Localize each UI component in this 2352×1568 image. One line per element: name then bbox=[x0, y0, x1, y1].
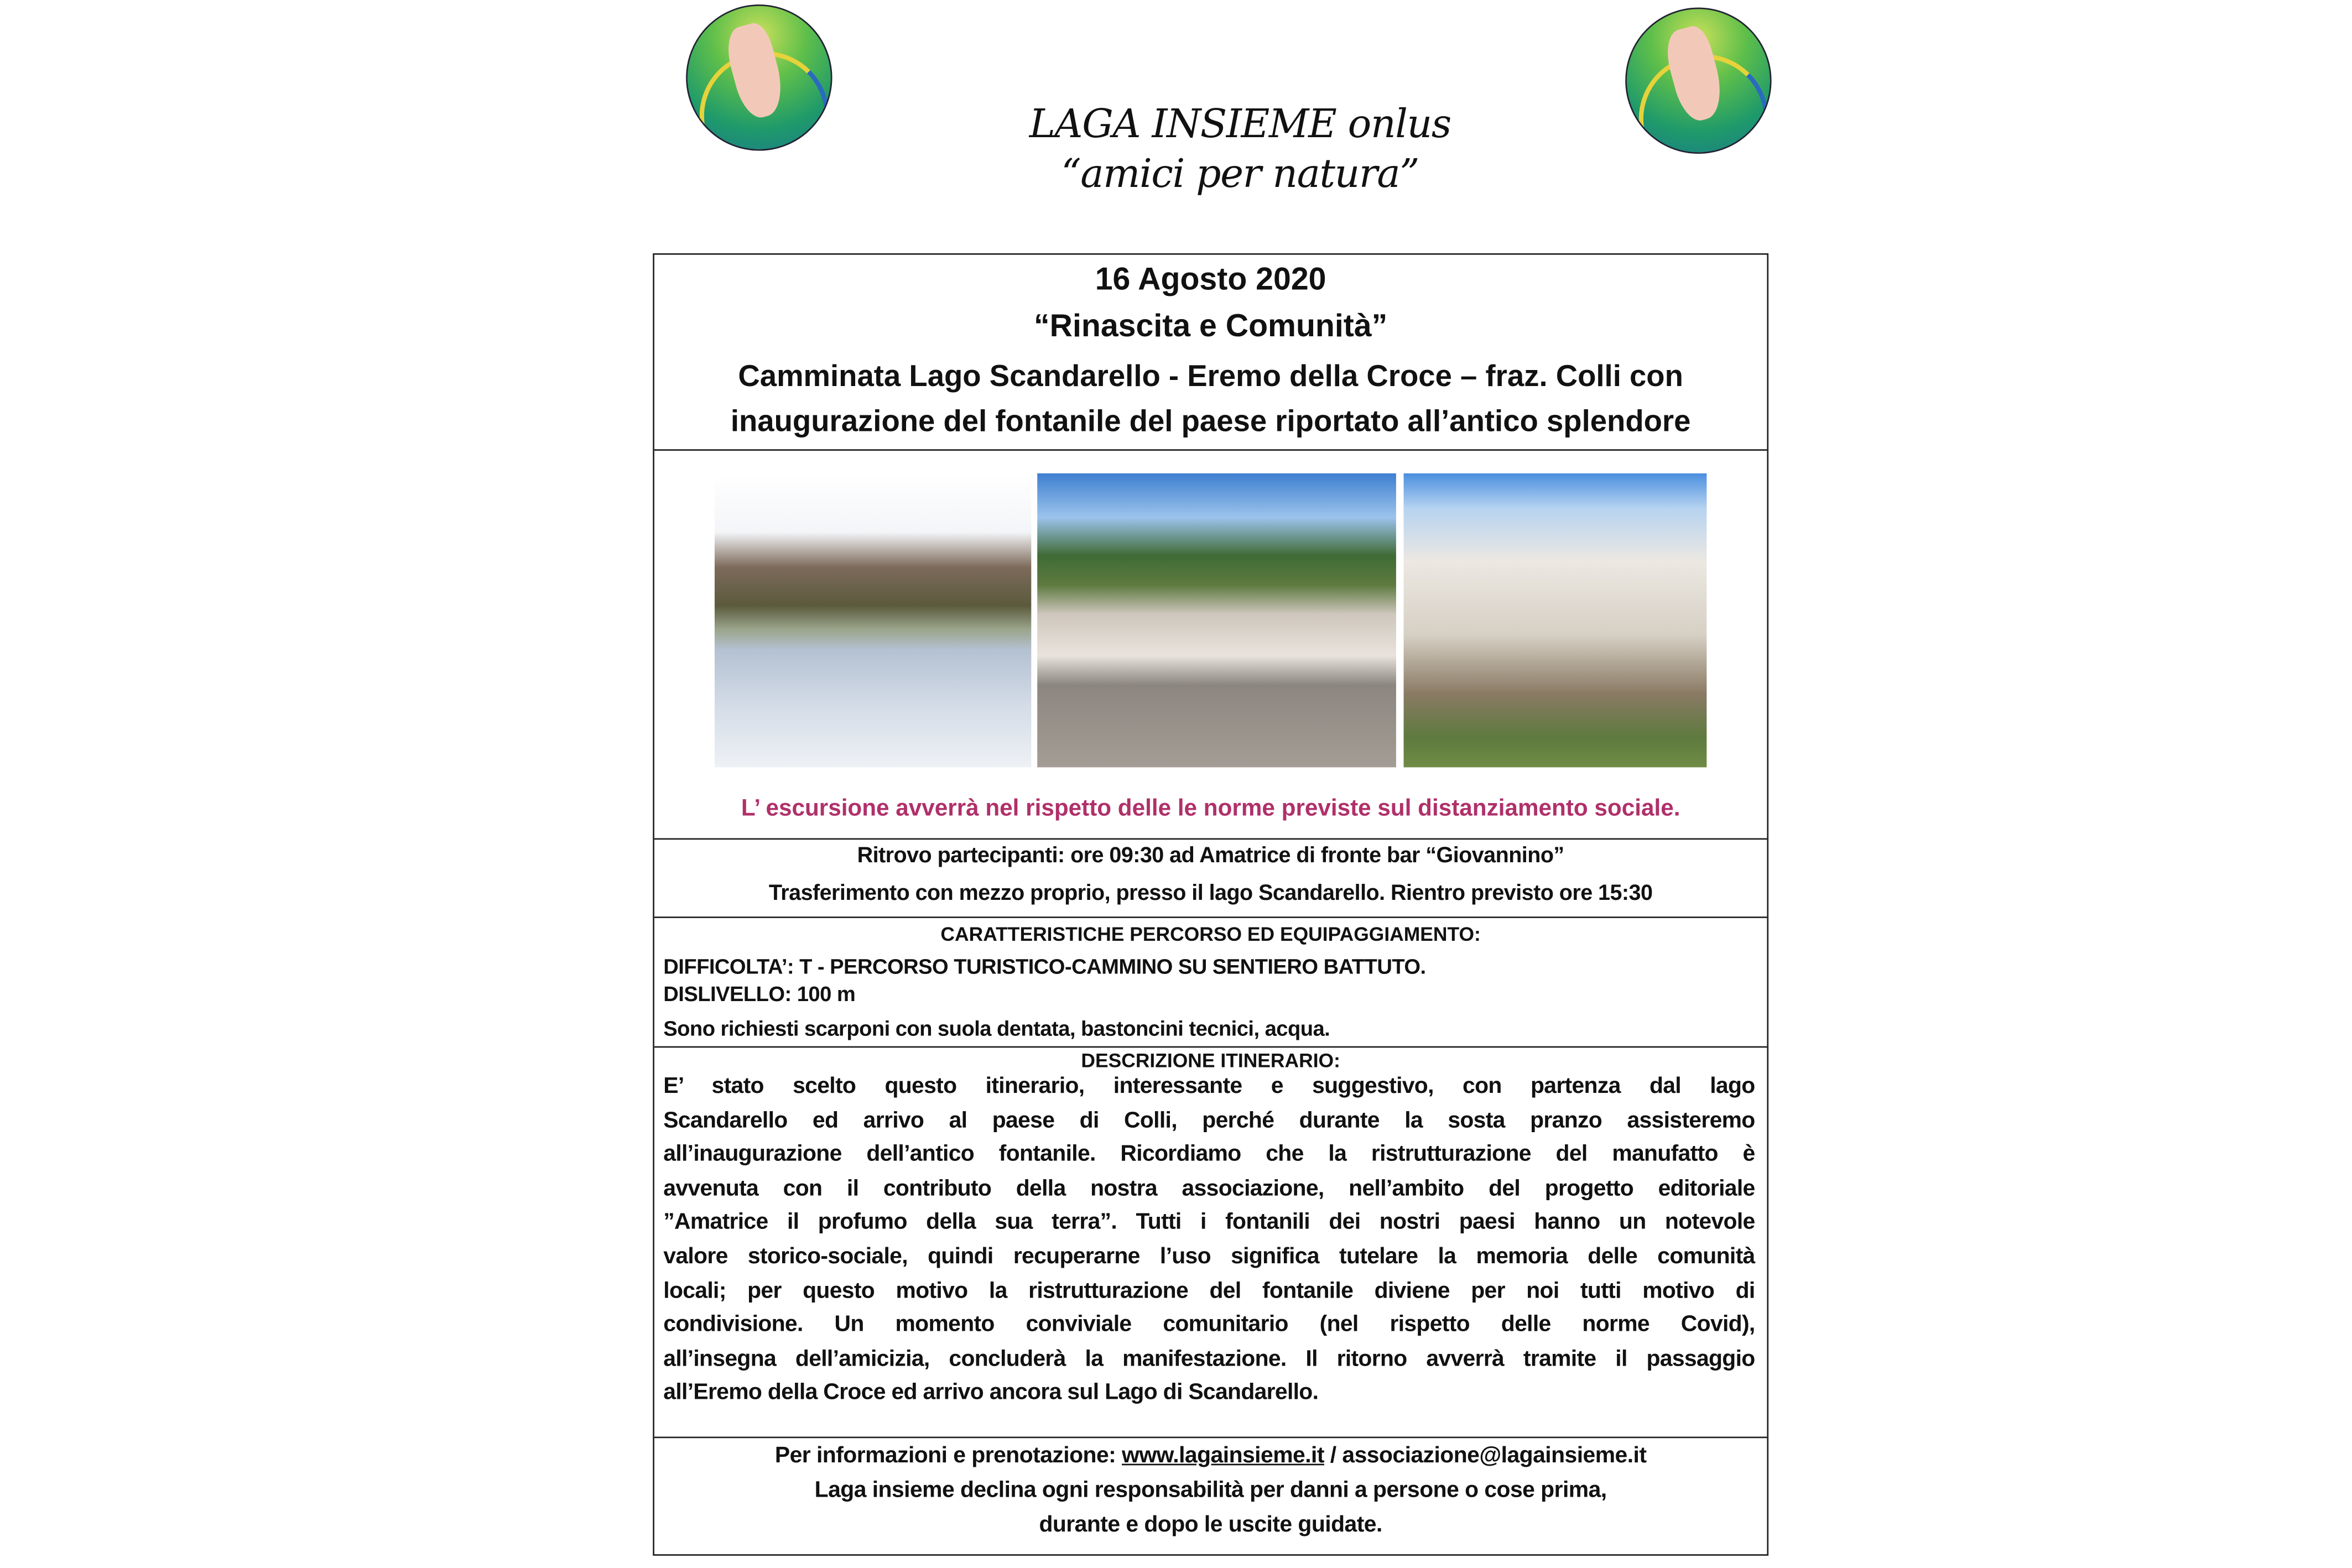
distancing-notice: L’ escursione avverrà nel rispetto delle le norme previste sul distanziamento sociale. bbox=[741, 796, 1680, 822]
features-heading: CARATTERISTICHE PERCORSO ED EQUIPAGGIAMENTO: bbox=[940, 923, 1481, 945]
itinerary-line: locali; per questo motivo la ristrutturazione del fontanile diviene per noi tutti motivo di bbox=[663, 1278, 1755, 1304]
event-date: 16 Agosto 2020 bbox=[1095, 262, 1326, 297]
motto: “amici per natura” bbox=[1061, 152, 1419, 198]
itinerary-line: valore storico-sociale, quindi recuperarne l’uso significa tutelare la memoria delle comunità bbox=[663, 1243, 1755, 1269]
itinerary-line: condivisione. Un momento conviviale comunitario (nel rispetto delle norme Covid), bbox=[663, 1311, 1755, 1338]
divider bbox=[654, 449, 1767, 451]
itinerary-line: avvenuta con il contributo della nostra associazione, nell’ambito del progetto editoriale bbox=[663, 1175, 1755, 1201]
itinerary-line: E’ stato scelto questo itinerario, interessante e suggestivo, con partenza dal lago bbox=[663, 1073, 1755, 1099]
event-subtitle-1: Camminata Lago Scandarello - Eremo della Croce – fraz. Colli con bbox=[738, 360, 1683, 394]
website-link[interactable]: www.lagainsieme.it bbox=[1122, 1442, 1324, 1468]
contact-prefix: Per informazioni e prenotazione: bbox=[774, 1442, 1122, 1468]
event-box bbox=[653, 253, 1768, 1556]
elevation: DISLIVELLO: 100 m bbox=[663, 981, 856, 1006]
event-subtitle-2: inaugurazione del fontanile del paese riportato all’antico splendore bbox=[730, 405, 1691, 439]
divider bbox=[654, 916, 1767, 918]
divider bbox=[654, 838, 1767, 840]
divider bbox=[654, 1436, 1767, 1438]
photo-lake bbox=[715, 473, 1031, 767]
contact-line bbox=[654, 1442, 1767, 1468]
itinerary-heading: DESCRIZIONE ITINERARIO: bbox=[1081, 1049, 1340, 1072]
meeting-line-1: Ritrovo partecipanti: ore 09:30 ad Amatrice di fronte bar “Giovannino” bbox=[857, 844, 1564, 868]
divider bbox=[654, 1046, 1767, 1048]
disclaimer-2: durante e dopo le uscite guidate. bbox=[1039, 1512, 1382, 1538]
email-address[interactable]: associazione@lagainsieme.it bbox=[1342, 1442, 1647, 1468]
equipment: Sono richiesti scarponi con suola dentata, bastoncini tecnici, acqua. bbox=[663, 1016, 1330, 1040]
meeting-line-2: Trasferimento con mezzo proprio, presso il lago Scandarello. Rientro previsto ore 15:30 bbox=[768, 882, 1653, 907]
itinerary-line: Scandarello ed arrivo al paese di Colli, perché durante la sosta pranzo assisteremo bbox=[663, 1107, 1755, 1133]
photo-fountain bbox=[1037, 473, 1396, 767]
itinerary-line: all’insegna dell’amicizia, concluderà la manifestazione. Il ritorno avverrà tramite il passaggio bbox=[663, 1346, 1755, 1372]
contact-separator: / bbox=[1324, 1442, 1342, 1468]
photo-hermitage bbox=[1404, 473, 1707, 767]
itinerary-line: all’inaugurazione dell’antico fontanile. Ricordiamo che la ristrutturazione del manufatto è bbox=[663, 1141, 1755, 1168]
org-name: LAGA INSIEME onlus bbox=[1029, 102, 1451, 148]
itinerary-line: ”Amatrice il profumo della sua terra”. Tutti i fontanili dei nostri paesi hanno un notevole bbox=[663, 1209, 1755, 1236]
disclaimer-1: Laga insieme declina ogni responsabilità per danni a persone o cose prima, bbox=[814, 1477, 1607, 1503]
difficulty: DIFFICOLTA’: T - PERCORSO TURISTICO-CAMMINO SU SENTIERO BATTUTO. bbox=[663, 954, 1426, 978]
event-title: “Rinascita e Comunità” bbox=[1033, 309, 1388, 344]
itinerary-line: all’Eremo della Croce ed arrivo ancora sul Lago di Scandarello. bbox=[663, 1379, 1319, 1406]
